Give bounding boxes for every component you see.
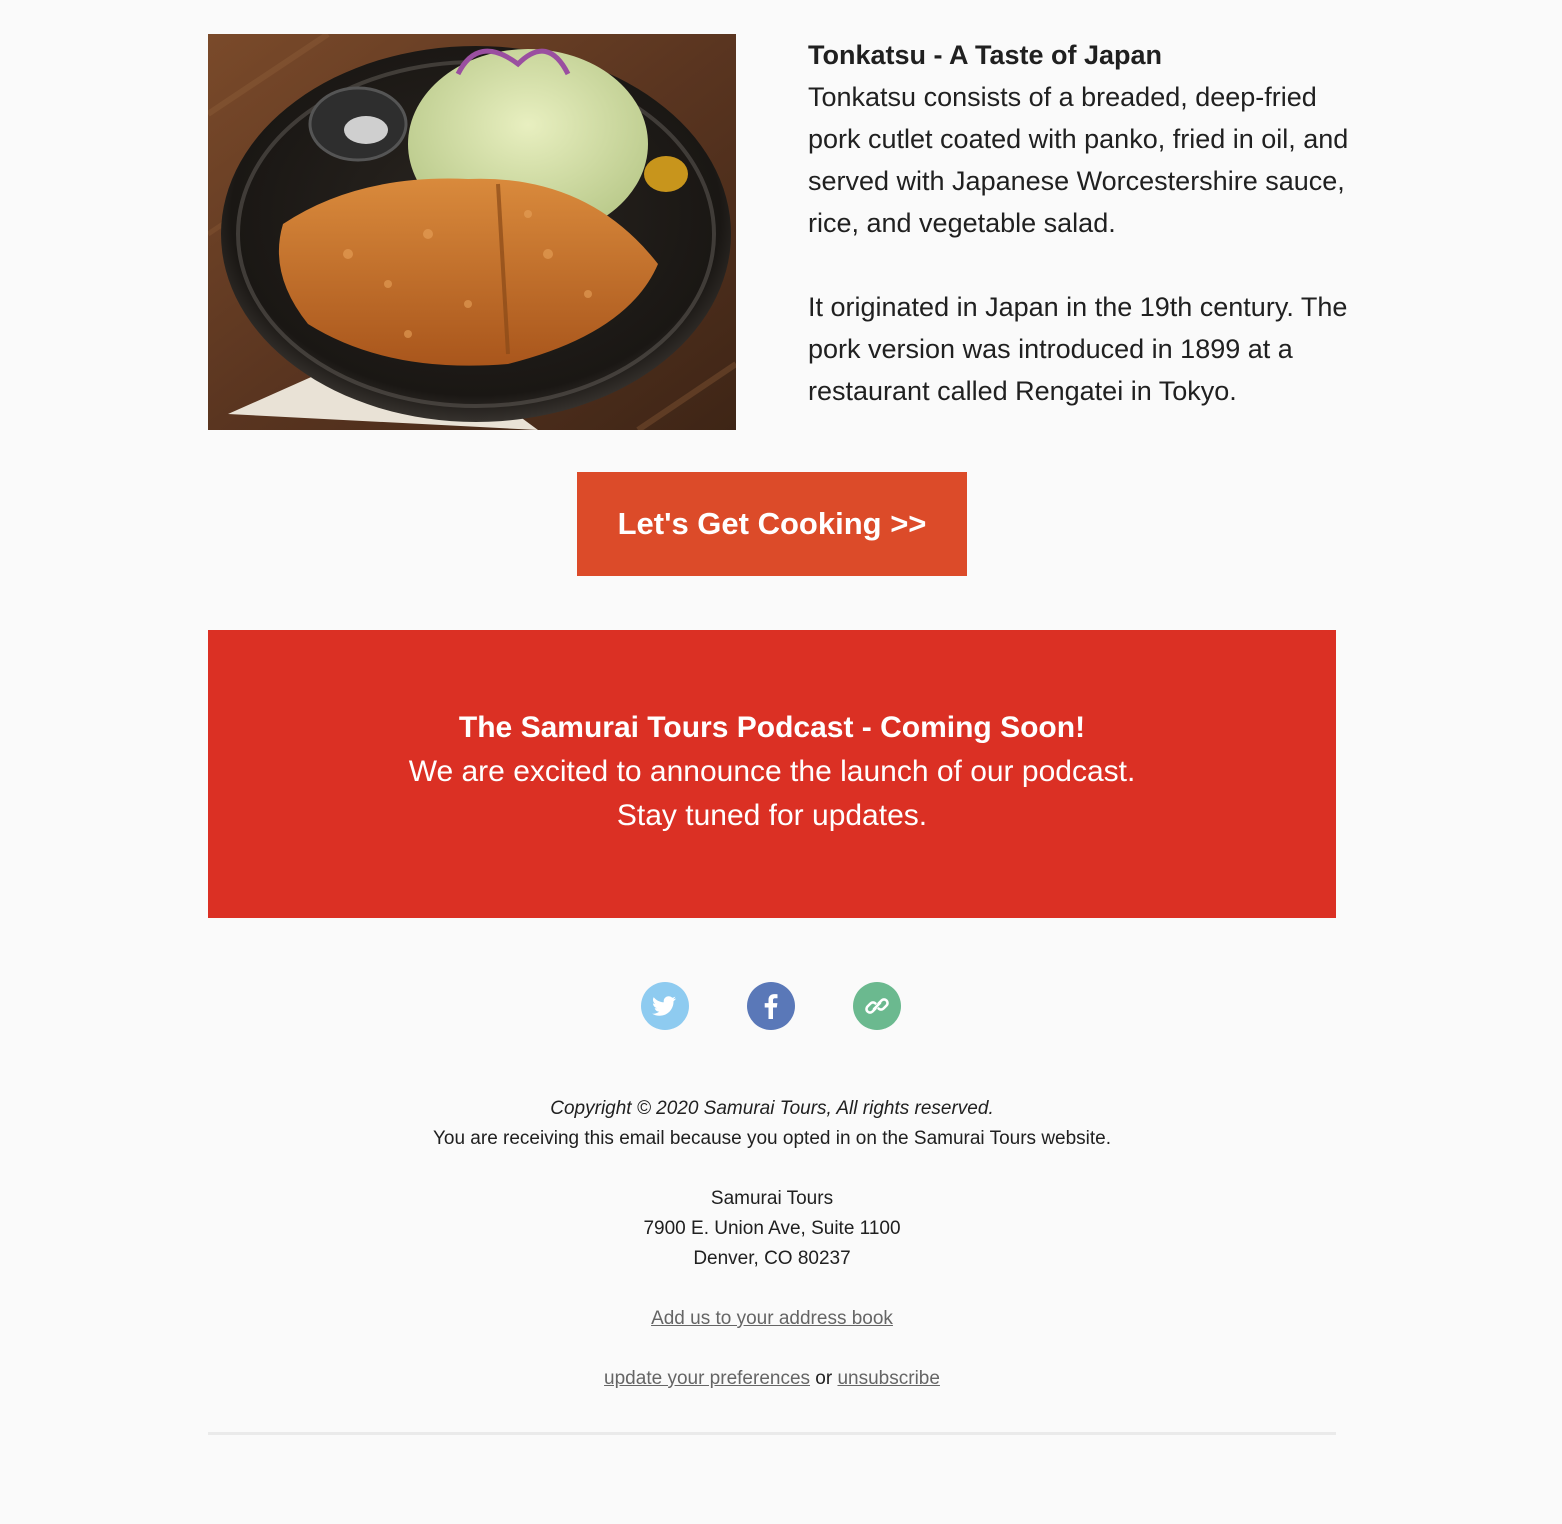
article-paragraph-2: It originated in Japan in the 19th century. The pork version was introduced in 1899 at a restaurant called Rengatei in Tokyo. xyxy=(808,292,1348,406)
article-title: Tonkatsu - A Taste of Japan xyxy=(808,40,1163,70)
spacer xyxy=(208,1154,1336,1184)
twitter-icon[interactable] xyxy=(641,982,689,1030)
tonkatsu-image xyxy=(208,34,736,430)
link-icon[interactable] xyxy=(853,982,901,1030)
article-text xyxy=(808,34,1353,412)
company-name: Samurai Tours xyxy=(710,1188,834,1209)
spacer xyxy=(208,1334,1336,1364)
get-cooking-button[interactable]: Let's Get Cooking >> xyxy=(577,472,967,576)
podcast-banner xyxy=(208,630,1336,918)
podcast-line-1: We are excited to announce the launch of our podcast. xyxy=(408,755,1136,788)
address-book-link[interactable]: Add us to your address book xyxy=(651,1308,893,1329)
facebook-icon[interactable] xyxy=(747,982,795,1030)
podcast-title: The Samurai Tours Podcast - Coming Soon! xyxy=(458,711,1086,744)
unsubscribe-link[interactable]: unsubscribe xyxy=(837,1368,940,1389)
or-text: or xyxy=(815,1368,833,1389)
update-preferences-link[interactable]: update your preferences xyxy=(604,1368,811,1389)
address-line-1: 7900 E. Union Ave, Suite 1100 xyxy=(643,1218,901,1239)
address-line-2: Denver, CO 80237 xyxy=(693,1248,851,1269)
footer-divider xyxy=(208,1432,1336,1435)
article-paragraph-1: Tonkatsu consists of a breaded, deep-fried pork cutlet coated with panko, fried in oil, and served with Japanese Worcestershire sauce, rice, and vegetable salad. xyxy=(808,82,1349,238)
spacer xyxy=(208,1274,1336,1304)
podcast-line-2: Stay tuned for updates. xyxy=(616,799,928,832)
copyright-text: Copyright © 2020 Samurai Tours, All rights reserved. xyxy=(550,1098,994,1119)
email-footer xyxy=(208,1094,1336,1394)
opt-in-reason: You are receiving this email because you opted in on the Samurai Tours website. xyxy=(432,1128,1112,1149)
